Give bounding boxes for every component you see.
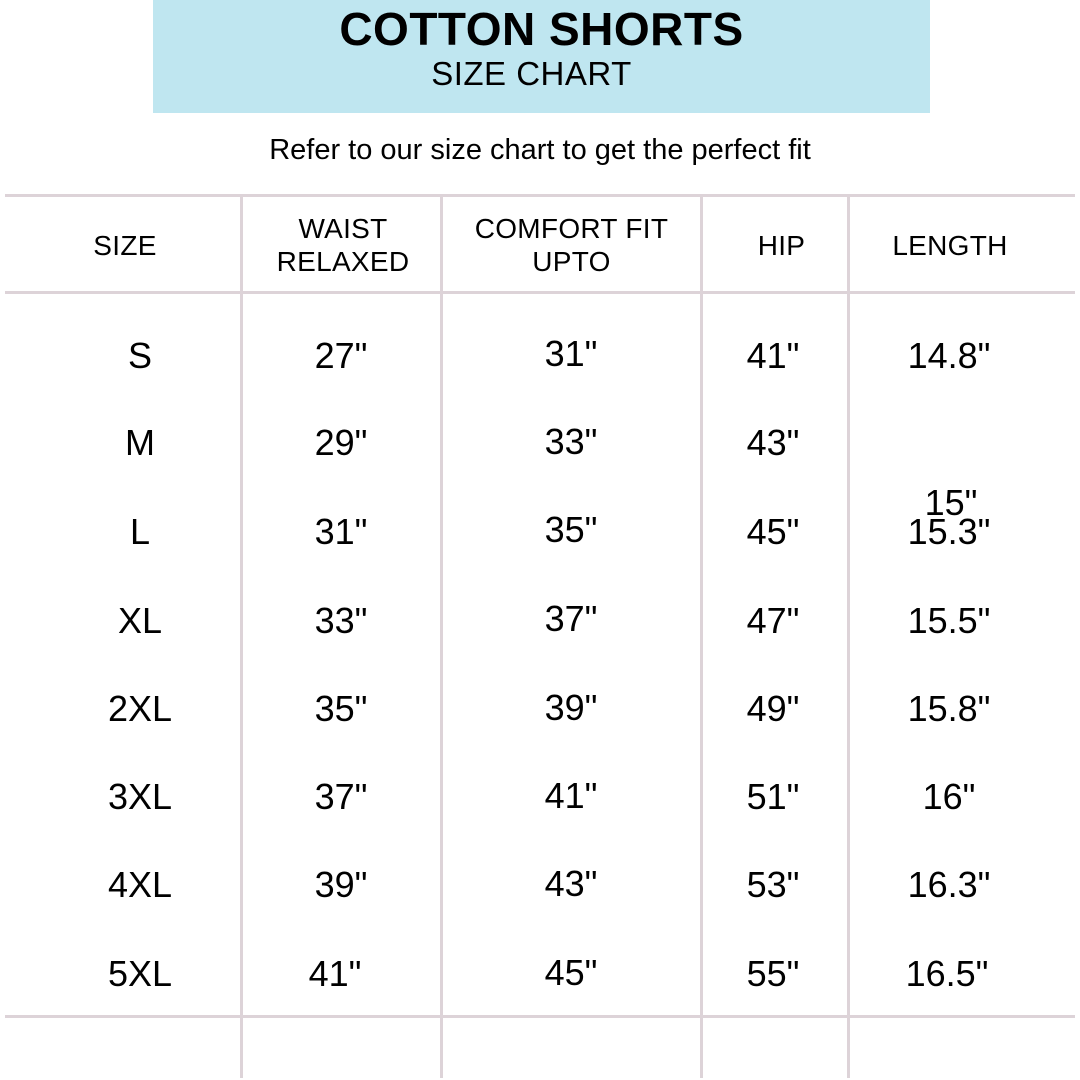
cell-length: 15.5" bbox=[907, 600, 991, 641]
cell-waist: 27" bbox=[314, 335, 368, 376]
header-waist-line1: WAIST bbox=[298, 213, 388, 244]
cell-comfort: 43" bbox=[544, 863, 598, 904]
header-waist-line2: RELAXED bbox=[276, 246, 410, 277]
cell-hip: 55" bbox=[746, 953, 800, 994]
cell-length: 15.8" bbox=[907, 688, 991, 729]
cell-size: 5XL bbox=[107, 953, 173, 994]
cell-comfort: 45" bbox=[544, 952, 598, 993]
header-hip bbox=[703, 229, 860, 262]
cell-size: 2XL bbox=[107, 688, 173, 729]
cell-size: 3XL bbox=[107, 776, 173, 817]
cell-waist: 39" bbox=[314, 864, 368, 905]
page-title: COTTON SHORTS bbox=[339, 3, 744, 55]
cell-comfort: 31" bbox=[544, 333, 598, 374]
header-comfort bbox=[443, 212, 700, 278]
cell-comfort: 35" bbox=[544, 509, 598, 550]
tagline: Refer to our size chart to get the perfect fit bbox=[269, 134, 811, 166]
cell-size: L bbox=[129, 511, 151, 552]
cell-size: XL bbox=[117, 600, 163, 641]
cell-hip: 41" bbox=[746, 335, 800, 376]
cell-size: 4XL bbox=[107, 864, 173, 905]
cell-hip: 45" bbox=[746, 511, 800, 552]
cell-hip: 43" bbox=[746, 422, 800, 463]
cell-length: 16.5" bbox=[905, 953, 989, 994]
cell-hip: 53" bbox=[746, 864, 800, 905]
title-banner bbox=[153, 0, 930, 113]
cell-length: 16.3" bbox=[907, 864, 991, 905]
cell-hip: 49" bbox=[746, 688, 800, 729]
cell-size: M bbox=[125, 422, 155, 463]
cell-waist: 29" bbox=[314, 422, 368, 463]
cell-waist: 33" bbox=[314, 600, 368, 641]
cell-waist: 41" bbox=[308, 953, 362, 994]
cell-waist: 35" bbox=[314, 688, 368, 729]
cell-length: 14.8" bbox=[907, 335, 991, 376]
cell-hip: 51" bbox=[746, 776, 800, 817]
cell-waist: 37" bbox=[314, 776, 368, 817]
header-comfort-line2: UPTO bbox=[532, 246, 611, 277]
header-hip-label: HIP bbox=[757, 230, 806, 261]
cell-length: 15.3" bbox=[907, 511, 991, 552]
cell-hip: 47" bbox=[746, 600, 800, 641]
header-length bbox=[850, 229, 1050, 262]
page-subtitle: SIZE CHART bbox=[431, 55, 632, 92]
cell-comfort: 33" bbox=[544, 421, 598, 462]
header-size-label: SIZE bbox=[93, 230, 157, 261]
header-length-label: LENGTH bbox=[892, 230, 1008, 261]
cell-length: 15" bbox=[924, 482, 978, 523]
cell-size: S bbox=[127, 335, 152, 376]
header-comfort-line1: COMFORT FIT bbox=[474, 213, 669, 244]
table-bottom-border bbox=[5, 1015, 1075, 1018]
cell-comfort: 39" bbox=[544, 687, 598, 728]
cell-comfort: 41" bbox=[544, 775, 598, 816]
header-size bbox=[5, 229, 245, 262]
header-bottom-border bbox=[5, 291, 1075, 294]
cell-comfort: 37" bbox=[544, 598, 598, 639]
cell-waist: 31" bbox=[314, 511, 368, 552]
cell-length: 16" bbox=[922, 776, 976, 817]
table-top-border bbox=[5, 194, 1075, 197]
header-waist bbox=[243, 212, 443, 278]
